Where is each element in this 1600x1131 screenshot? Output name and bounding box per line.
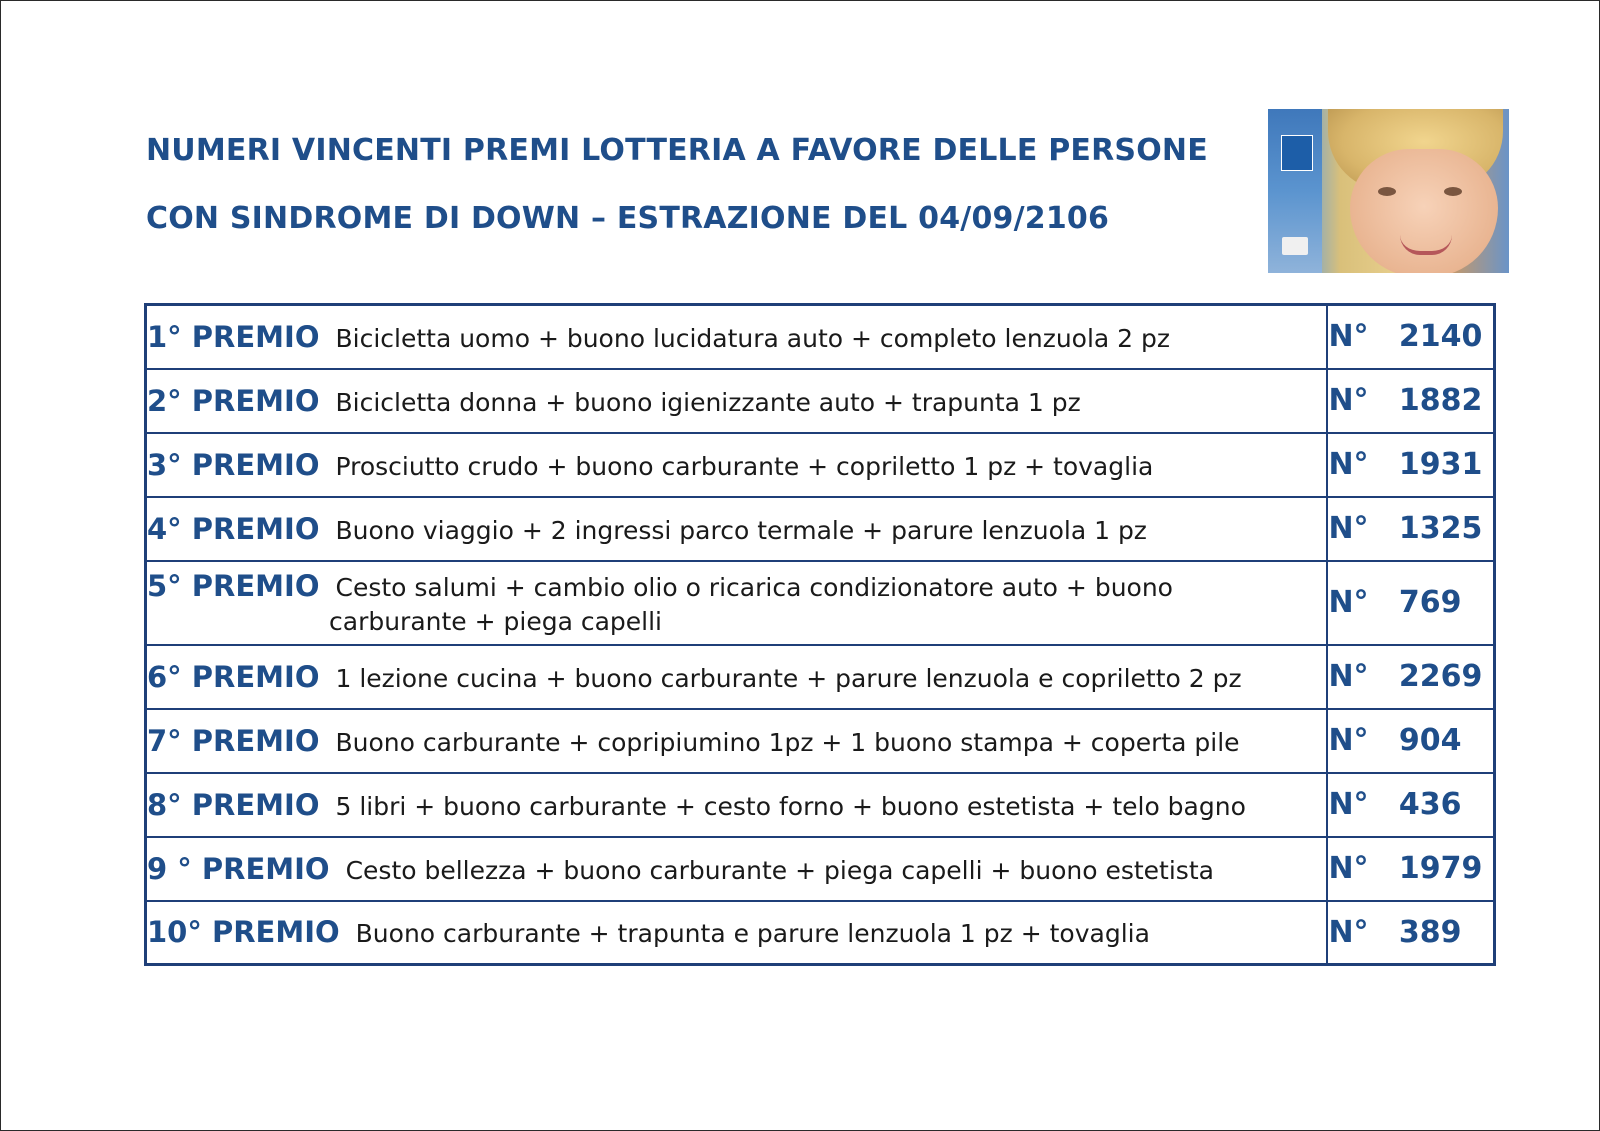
prize-row (146, 645, 1495, 709)
prize-row (146, 305, 1495, 369)
number-label: N° (1328, 851, 1369, 886)
prize-description: Bicicletta donna + buono igienizzante auto + trapunta 1 pz (335, 387, 1081, 417)
winning-number: 1979 (1398, 851, 1483, 886)
number-label: N° (1328, 319, 1369, 355)
number-label: N° (1328, 914, 1369, 950)
poster-crest-icon (1282, 237, 1308, 255)
number-label: N° (1328, 511, 1369, 546)
prize-rank: 1° PREMIO (147, 319, 320, 354)
prize-description: Prosciutto crudo + buono carburante + copriletto 1 pz + tovaglia (335, 451, 1154, 481)
number-label: N° (1328, 723, 1369, 758)
prize-rank: 5° PREMIO (147, 569, 320, 603)
winning-number: 769 (1398, 585, 1462, 620)
prize-description: 5 libri + buono carburante + cesto forno + buono estetista + telo bagno (335, 791, 1246, 821)
prize-description-continued: carburante + piega capelli (329, 607, 663, 636)
prize-rank: 3° PREMIO (147, 447, 320, 482)
number-label: N° (1328, 383, 1369, 418)
number-label: N° (1328, 787, 1369, 822)
prize-row (146, 561, 1495, 645)
prize-row (146, 433, 1495, 497)
prize-description: Buono carburante + trapunta e parure lenzuola 1 pz + tovaglia (355, 919, 1150, 949)
prize-description: Bicicletta uomo + buono lucidatura auto + completo lenzuola 2 pz (335, 323, 1171, 353)
prize-rank: 7° PREMIO (147, 723, 320, 758)
prize-rank: 2° PREMIO (147, 383, 320, 418)
prize-row (146, 901, 1495, 965)
prize-description: Buono viaggio + 2 ingressi parco termale + parure lenzuola 1 pz (335, 515, 1147, 545)
poster-logo (1281, 135, 1313, 171)
prizes-table (144, 303, 1496, 966)
prize-row (146, 709, 1495, 773)
title-line-2: CON SINDROME DI DOWN – ESTRAZIONE DEL 04/09/2106 (146, 201, 1110, 236)
number-label: N° (1328, 659, 1369, 694)
winning-number: 2269 (1398, 659, 1483, 694)
winning-number: 2140 (1398, 319, 1483, 355)
prize-row (146, 773, 1495, 837)
prize-description: Cesto salumi + cambio olio o ricarica condizionatore auto + buono (335, 573, 1173, 602)
prize-rank: 4° PREMIO (147, 511, 320, 546)
prize-rank: 6° PREMIO (147, 659, 320, 694)
winning-number: 1325 (1398, 511, 1483, 546)
prize-rank: 8° PREMIO (147, 787, 320, 822)
prize-row (146, 369, 1495, 433)
winning-number: 904 (1398, 723, 1462, 758)
number-label: N° (1328, 585, 1369, 620)
prize-description: 1 lezione cucina + buono carburante + parure lenzuola e copriletto 2 pz (335, 663, 1242, 693)
campaign-photo (1268, 109, 1509, 273)
title-line-1: NUMERI VINCENTI PREMI LOTTERIA A FAVORE DELLE PERSONE (146, 133, 1208, 168)
prize-row (146, 837, 1495, 901)
prize-rank: 9 ° PREMIO (147, 851, 330, 886)
prize-description: Buono carburante + copripiumino 1pz + 1 buono stampa + coperta pile (335, 727, 1240, 757)
number-label: N° (1328, 447, 1369, 482)
winning-number: 436 (1398, 787, 1462, 822)
winning-number: 1931 (1398, 447, 1483, 482)
prize-row (146, 497, 1495, 561)
winning-number: 389 (1398, 914, 1462, 950)
prize-description: Cesto bellezza + buono carburante + piega capelli + buono estetista (345, 855, 1214, 885)
prize-rank: 10° PREMIO (147, 915, 340, 950)
winning-number: 1882 (1398, 383, 1483, 418)
